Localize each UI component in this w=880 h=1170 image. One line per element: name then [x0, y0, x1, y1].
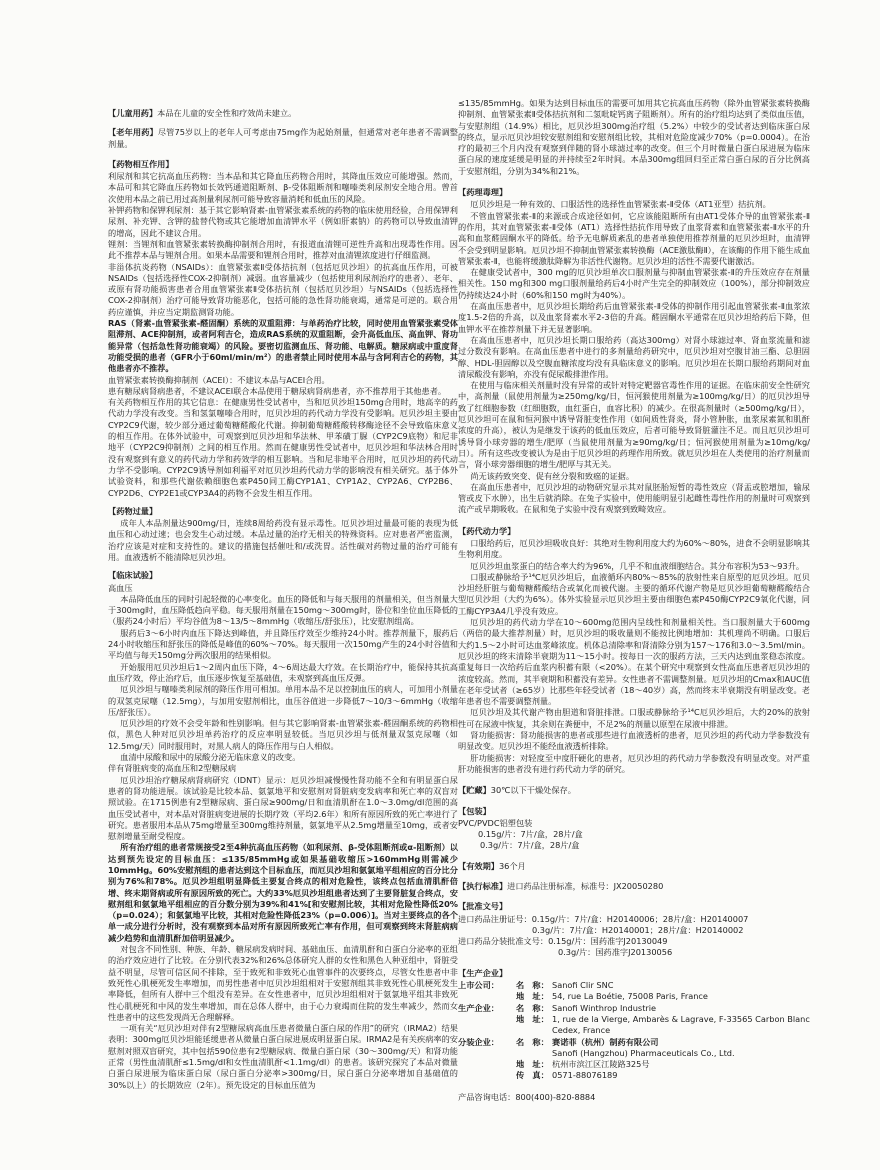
- pk-p5: 厄贝沙坦及其代谢产物由胆道和肾脏排泄。口服或静脉给予¹⁴C厄贝沙坦后，大约20%的放射性可在尿液中恢复，其余则在粪便中，不足2%的剂量以原型在尿液中排泄。: [458, 707, 810, 729]
- pk-p1: 口服给药后，厄贝沙坦吸收良好：其绝对生物利用度大约为60%～80%，进食不会明显影响其生物利用度。: [458, 537, 810, 560]
- packager-name-en-row: [458, 1048, 810, 1059]
- pk-p7: 肝功能损害：对轻度至中度肝硬化的患者，厄贝沙坦的药代动力学参数没有明显改变。对严重肝功能损害的患者没有进行药代动力学的研究。: [458, 752, 810, 774]
- hotline-label: 产品咨询电话：: [458, 1091, 516, 1102]
- producer-address-label: 地 址：: [516, 1013, 549, 1024]
- producer-name: Sanofi Winthrop Industrie: [552, 1002, 657, 1013]
- pk-p2: 厄贝沙坦血浆蛋白的结合率大约为96%，几乎不和血液细胞结合。其分布容积为53～93升。: [470, 560, 805, 571]
- pediatric-title: 【儿童用药】: [108, 108, 158, 118]
- interactions-acei: 血管紧张素转换酶抑制剂（ACEI）：不建议本品与ACEI合用。: [108, 374, 330, 385]
- trials-continued: ≤135/85mmHg。如果为达到目标血压的需要可加用其它抗高血压药物（除外血管紧张素转换酶抑制剂、血管紧张素Ⅱ受体拮抗剂和二氢吡啶钙离子阻断剂）。所有的治疗组均达到了类似血压值，与安慰剂组（14.9%）相比，厄贝沙坦300mg治疗组（5.2%）中较少的受试者达到临床蛋白尿的终点，显示厄贝沙坦较安慰剂组和安慰剂组比较，其相对危险度减少70%（p=0.0004）。在治疗的最初三个月内没有观察到伴随的肾小球滤过率的改变。但三个月时微量白蛋白尿进展为临床蛋白尿的速度延缓是明显的并持续至2年时间。本品300mg组回归至正常白蛋白尿的百分比例高于安慰剂组，分别为34%和21%。: [458, 98, 810, 176]
- listed-name-label: 名 称：: [516, 980, 549, 991]
- packager-fax: 0571-88076189: [552, 1070, 618, 1081]
- packager-address-row: [458, 1059, 810, 1070]
- fax-label: 传 真：: [516, 1070, 549, 1081]
- trials-p4: 厄贝沙坦与噻嗪类利尿剂的降压作用可相加。单用本品不足以控制血压的病人，可加用小剂量的双氢克尿噻（12.5mg），与加用安慰剂相比，血压谷值进一步降低7～10/3～6mmHg（收缩压/舒张压）。: [108, 684, 458, 717]
- pk-title: 【药代动力学】: [458, 525, 516, 536]
- standard-title: 【执行标准】: [458, 881, 508, 891]
- interactions-lithium: 锂剂：当锂剂和血管紧张素转换酶抑制剂合用时，有报道血清锂可逆性升高和出现毒性作用。因此不推荐本品与锂剂合用。如果本品需要和锂剂合用时，推荐对血清锂浓度进行仔细监测。: [108, 238, 458, 261]
- packager-label: 分装企业：: [458, 1036, 499, 1047]
- validity-title: 【有效期】: [458, 860, 499, 871]
- approval-line3-label: 进口药品分装批准文号：: [458, 936, 549, 947]
- validity-section: [458, 861, 810, 872]
- approval-line1: 0.15g/片：7片/盒：H20140006；28片/盒：H20140007: [531, 913, 749, 924]
- approval-line4: 0.3g/片：国药准字J20130056: [558, 947, 673, 958]
- overdose-title: 【药物过量】: [108, 505, 158, 516]
- package-line1: 0.15g/片：7片/盒，28片/盒: [478, 829, 583, 840]
- interactions-nsaids: 非甾体抗炎药物（NSAIDs）：血管紧张素Ⅱ受体拮抗剂（包括厄贝沙坦）的抗高血压作用，可被NSAIDs（包括选择性COX-2抑制剂）减弱。血容量减少（包括使用利尿剂治疗的患者）、老年、或原有肾功能损害患者合用血管紧张素Ⅱ受体拮抗剂（包括厄贝沙坦）与NSAIDs（包括选择性COX-2抑制剂）治疗可能导致肾功能恶化，包括可能的急性肾功能衰竭，通常是可逆的。联合用药应谨慎，并应当定期监测肾功能。: [108, 261, 458, 317]
- toxicology-p3: 在健康受试者中，300 mg的厄贝沙坦单次口服剂量与抑制血管紧张素-Ⅱ的升压效应存在剂量相关性。150 mg和300 mg口服剂量给药后4小时产生完全的抑制效应（100%），部分抑制效应仍持续达24小时（60%和150 mg时为40%）。: [458, 267, 810, 300]
- producer-label: 生产企业：: [458, 1002, 499, 1013]
- trials-p8: 所有治疗组的患者常规接受2至4种抗高血压药物（如利尿剂、β-受体阻断剂或α-阻断剂）以达到预先设定的目标血压：≤135/85mmHg或如果基础收缩压>160mmHg则需减少10mmHg。60%安慰剂组的患者达到这个目标血压，而厄贝沙坦和氨氯地平组相应的百分比分别为76%和78%。厄贝沙坦组明显降低主要复合终点的相对危险性，该终点包括血清肌酐倍增、终末期肾病或所有原因所致的死亡。大约33%厄贝沙坦组患者达到了主要肾脏复合终点，安慰剂组和氨氯地平组相应的百分数分别为39%和41%[和安慰剂比较，其相对危险性降低20%（p=0.024）；和氨氯地平比较，其相对危险性降低23%（p=0.006）]。当对主要终点的各个单一成分进行分析时，没有观察到本品对所有原因所致死亡率有作用，但可观察到终末肾脏病病减少趋势和血清肌酐加倍明显减少。: [108, 842, 458, 943]
- package-title: 【包装】: [458, 805, 491, 816]
- storage-title: 【贮藏】: [458, 785, 491, 796]
- pediatric-text: 本品在儿童的安全性和疗效尚未建立。: [157, 108, 297, 118]
- approval-line2: 0.3g/片：7片/盒：H20140001；28片/盒：H20140002: [532, 924, 744, 935]
- interactions-potassium: 补钾药物和保钾利尿剂：基于其它影响肾素-血管紧张素系统的药物的临床使用经验，合用保钾利尿剂、补充钾、含钾的盐替代物或其它能增加血清钾水平（例如肝素钠）的药物可以导致血清钾的增高，因此不建议合用。: [108, 205, 458, 238]
- producer-address: 1, rue de la Vierge, Ambarès & Lagrave, F-33565 Carbon Blanc Cedex, France: [552, 1013, 810, 1036]
- toxicology-p1: 厄贝沙坦是一种有效的、口服活性的选择性血管紧张素-Ⅱ受体（AT1亚型）拮抗剂。: [470, 199, 771, 210]
- elderly-section: [108, 127, 458, 150]
- interactions-diabetic: 患有糖尿病肾病患者，不建议ACEI联合本品使用于糖尿病肾病患者，亦不推荐用于其他患者。: [108, 385, 447, 396]
- trials-subtitle-hypertension: 高血压: [108, 582, 133, 593]
- toxicology-p5: 在高血压患者中，厄贝沙坦长期口服给药（高达300mg）对肾小球滤过率、肾血浆流量和滤过分数没有影响。在高血压患者中进行的多剂量给药研究中，厄贝沙坦对空腹甘油三酯、总胆固醇、HDL-胆固醇以及空腹血糖浓度均没有具临床意义的影响。厄贝沙坦在长期口服给药期间对血清尿酸没有影响，亦没有促尿酸排泄作用。: [458, 334, 810, 379]
- pk-p3: 口服或静脉给予¹⁴C厄贝沙坦后，血液循环内80%～85%的放射性来自原型的厄贝沙坦。厄贝沙坦经肝脏与葡萄糖醛酸结合或氧化而被代谢。主要的循环代谢产物是厄贝沙坦葡萄糖醛酸结合型厄贝沙坦（大约为6%）。体外实验显示厄贝沙坦主要由细胞色素P450酶CYP2C9氧化代谢，同工酶CYP3A4几乎没有效应。: [458, 571, 810, 616]
- interactions-title: 【药物相互作用】: [108, 158, 174, 169]
- approval-row-1: [458, 914, 810, 925]
- toxicology-title: 【药理毒理】: [458, 187, 508, 198]
- packager-name-label: 名 称：: [516, 1036, 549, 1047]
- producer-name-label: 名 称：: [516, 1002, 549, 1013]
- trials-p1: 本品降低血压的同时引起轻微的心率变化。血压的降低和与每天服用的剂量相关，但当剂量大于300mg时，血压降低趋向平稳。每天服用剂量在150mg～300mg时，卧位和坐位血压降低的（服药24小时后）平均谷值为8～13/5～8mmHg（收缩压/舒张压），比安慰剂组高。: [108, 593, 458, 627]
- package-line2: 0.3g/片：7片/盒，28片/盒: [480, 840, 580, 851]
- packager-address: 杭州市滨江区江陵路325号: [552, 1059, 650, 1070]
- interactions-ras: RAS（肾素-血管紧张素-醛固酮）系统的双重阻滞：与单药治疗比较，同时使用血管紧张素受体阻滞剂、ACE抑制剂，或者阿利吉仑，造成RAS系统的双重阻断，会升高低血压、高血钾、肾功能异常（包括急性肾功能衰竭）的风险。要密切监测血压、肾功能、电解质。糖尿病或中重度肾功能受损的患者（GFR小于60ml/min/m²）的患者禁止同时使用本品与含阿利吉仑的药物，其他患者亦不推荐。: [108, 318, 458, 374]
- listed-address-row: [458, 991, 810, 1002]
- elderly-text: 尽管75岁以上的老年人可考虑由75mg作为起始剂量，但通常对老年患者不需调整剂量。: [108, 127, 458, 149]
- package-text: PVC/PVDC铝塑包装: [458, 817, 533, 828]
- hotline-value: 800(400)-820-8884: [515, 1091, 596, 1102]
- trials-p9: 对包含不同性别、种族、年龄、糖尿病发病时间、基础血压、血清肌酐和白蛋白分泌率的亚组的治疗效应进行了比较。在分别代表32%和26%总体研究人群的女性和黑色人种亚组中，肾脏受益不明显，尽管可信区间不排除，至于致死和非致死心血管事件的次要终点，尽管女性患者中非致死性心肌梗死发生率增加，而男性患者中厄贝沙坦组相对于安慰剂组其非致死性心肌梗死发生率降低，但所有人群中三个组没有差异。在女性患者中，厄贝沙坦组相对于氨氯地平组其非致死性心肌梗死和中风的发生率增加，而在总体人群中，由于心力衰竭而住院的发生率减少，然而女性患者中的这些发现尚无合理解释。: [108, 944, 458, 1022]
- pediatric-section: [108, 108, 458, 119]
- toxicology-p8: 在高血压患者中，厄贝沙坦的动物研究显示其对鼠胚胎短暂的毒性效应（肾盂或腔增加，输尿管或皮下水肿），出生后就消除。在兔子实验中，使用能明显引起雌性毒性作用的剂量时可观察到流产或早期吸收。在鼠和兔子实验中没有观察到致畸效应。: [458, 481, 810, 515]
- interactions-other: 有关药物相互作用的其它信息：在健康男性受试者中，当和厄贝沙坦150mg合用时，地高辛的药代动力学没有改变。当和氢氯噻嗪合用时，厄贝沙坦的药代动力学没有受影响。厄贝沙坦主要由CYP2C9代谢，较少部分通过葡萄糖醛酸化代谢。抑制葡萄糖醛酸转移酶途径不会导致临床意义的相互作用。在体外试验中，可观察到厄贝沙坦和华法林、甲苯磺丁脲（CYP2C9底物）和尼非地平（CYP2C9抑制剂）之间的相互作用。然而在健康男性受试者中，厄贝沙坦和华法林合用时没有观察到有意义的药代动力学和药效学的相互影响。当和尼非地平合用时，厄贝沙坦的药代动力学不受影响。CYP2C9诱导剂如利福平对厄贝沙坦药代动力学的影响没有相关研究。基于体外试验资料，和那些代谢依赖细胞色素P450同工酶CYP1A1、CYP1A2、CYP2A6、CYP2B6、CYP2D6、CYP2E1或CYP3A4的药物不会发生相互作用。: [108, 397, 458, 498]
- packager-fax-row: [458, 1070, 810, 1081]
- approval-line3: 0.15g/片：国药准字J20130049: [548, 936, 668, 947]
- listed-address-label: 地 址：: [516, 991, 549, 1002]
- trials-p7: 厄贝沙坦治疗糖尿病肾病研究（IDNT）显示：厄贝沙坦减慢慢性肾功能不全和有明显蛋白尿患者的肾功能进展。该试验是比较本品、氨氯地平和安慰剂对肾脏病变发病率和死亡率的双盲对照试验。在1715例患有2型糖尿病、蛋白尿≥900mg/日和血清肌酐在1.0～3.0mg/dl范围的高血压受试者中，对本品对肾脏病变进展的长期疗效（平均2.6年）和所有原因所致的死亡率进行了研究。患者服用本品从75mg增量至300mg维持剂量，氨氯地平从2.5mg增量至10mg，或者安慰剂增量至耐受程度。: [108, 774, 458, 842]
- toxicology-p4: 在高血压患者中，厄贝沙坦长期给药后血管紧张素-Ⅱ受体的抑制作用引起血管紧张素-Ⅱ血浆浓度1.5-2倍的升高，以及血浆肾素水平2-3倍的升高。醛固酮水平通常在厄贝沙坦给药后下降，但血钾水平在推荐剂量下并无显著影响。: [458, 301, 810, 334]
- toxicology-p2: 不管血管紧张素-Ⅱ的来源或合成途径如何，它应该能阻断所有由AT1受体介导的血管紧张素-Ⅱ的作用，其对血管紧张素-Ⅱ受体（AT1）选择性拮抗作用导致了血浆肾素和血管紧张素-Ⅱ水平的升高和血浆醛固酮水平的降低。给予无电解质紊乱的患者单独使用推荐剂量的厄贝沙坦时，血清钾不会受到明显影响。厄贝沙坦不抑制血管紧张素转换酶（ACE激肽酶Ⅱ），在该酶的作用下能生成血管紧张素-Ⅱ，也能将缓激肽降解为非活性代谢物。厄贝沙坦的活性不需要代谢激活。: [458, 210, 810, 266]
- trials-p2: 服药后3～6小时内血压下降达到峰值，并且降压疗效至少维持24小时。推荐剂量下，服药后24小时收缩压和舒张压的降低是峰值的60%～70%。每天服用一次150mg产生的24小时谷值和平均值与每天150mg分两次服用的结果相似。: [108, 627, 458, 661]
- trials-p3: 开始服用厄贝沙坦后1～2周内血压下降，4～6周达最大疗效。在长期治疗中，能保持其抗高血压疗效，停止治疗后，血压逐步恢复至基础值，未观察到高血压反弹。: [108, 661, 458, 683]
- standard-text: 进口药品注册标准，标准号：JX20050280: [507, 881, 664, 891]
- standard-section: [458, 881, 810, 892]
- overdose-text: 成年人本品剂量达900mg/日，连续8周给药没有显示毒性。厄贝沙坦过量最可能的表现为低血压和心动过速；也会发生心动过缓。本品过量的治疗无相关的特殊资料。应对患者严密监测，治疗应该是对症和支持性的。建议的措施包括催吐和/或洗胃。活性碳对药物过量的治疗可能有用。血液透析不能清除厄贝沙坦。: [108, 518, 458, 562]
- toxicology-p7: 尚无该药致突变、促有丝分裂和致癌的证据。: [470, 470, 635, 481]
- listed-company-label: 上市公司：: [458, 980, 499, 991]
- trials-title: 【临床试验】: [108, 570, 158, 581]
- manufacturer-title: 【生产企业】: [458, 967, 508, 978]
- interactions-diuretics: 利尿剂和其它抗高血压药物：当本品和其它降血压药物合用时，其降血压效应可能增强。然而，本品可和其它降血压药物如长效钙通道阻断剂、β-受体阻断剂和噻嗪类利尿剂安全地合用。曾首次使用本品之前已用过高剂量利尿剂可能导致容量消耗和低血压的风险。: [108, 171, 458, 204]
- pk-p6: 肾功能损害：肾功能损害的患者或那些进行血液透析的患者，厄贝沙坦的药代动力学参数没有明显改变。厄贝沙坦不能经血液透析排除。: [458, 730, 810, 752]
- packager-row: [458, 1037, 810, 1048]
- elderly-title: 【老年用药】: [108, 127, 158, 138]
- packager-name-en: Sanofi (Hangzhou) Pharmaceuticals Co., Ltd.: [552, 1047, 735, 1058]
- approval-title: 【批准文号】: [458, 901, 508, 912]
- listed-company-name: Sanofi Clir SNC: [552, 980, 614, 991]
- packager-name: 赛诺菲（杭州）制药有限公司: [552, 1036, 659, 1047]
- packager-address-label: 地 址：: [516, 1059, 549, 1070]
- validity-text: 36个月: [498, 860, 526, 871]
- trials-p10: 一项有关“厄贝沙坦对伴有2型糖尿病高血压患者微量白蛋白尿的作用”的研究（IRMA2）结果表明：300mg厄贝沙坦能延缓患者从微量白蛋白尿进展成明显蛋白尿。IRMA2是有关疾病率的安慰剂对照双盲研究，其中包括590位患有2型糖尿病、微量白蛋白尿（30～300mg/天）和肾功能正常（男性血清肌酐≤1.5mg/dl和女性血清肌酐<1.1mg/dl）的患者。该研究探究了本品对微量白蛋白尿进展为临床蛋白尿（尿白蛋白分泌率>300mg/日，尿白蛋白分泌率增加自基础值的30%以上）的长期效应（2年）。预先设定的目标血压值为: [108, 1023, 458, 1090]
- approval-line1-label: 进口药品注册证号：: [458, 913, 532, 924]
- producer-row: [458, 1003, 810, 1014]
- storage-text: 30℃以下干燥处保存。: [490, 785, 576, 796]
- approval-row-3: [458, 936, 810, 947]
- trials-p5: 厄贝沙坦的疗效不会受年龄和性别影响。但与其它影响肾素-血管紧张素-醛固酮系统的药物相似，黑色人种对厄贝沙坦单药治疗的反应率明显较低。当厄贝沙坦与低剂量双氢克尿噻（如12.5mg/天）同时服用时，对黑人病人的降压作用与白人相似。: [108, 718, 458, 751]
- right-column: [458, 98, 810, 1103]
- listed-company-address: 54, rue La Boétie, 75008 Paris, France: [552, 991, 708, 1002]
- producer-address-row: [458, 1014, 810, 1037]
- storage-section: [458, 785, 810, 796]
- toxicology-p6: 在使用与临床相关剂量时没有异常的或针对特定靶器官毒性作用的证据。在临床前安全性研究中，高剂量（鼠使用剂量为≥250mg/kg/日，恒河猴使用剂量为≥100mg/kg/日）的厄贝沙坦导致了红细胞参数（红细胞数，血红蛋白，血容比积）的减少。在很高剂量时（≥500mg/kg/日），厄贝沙坦可在鼠和恒河猴中诱导肾脏变性作用（如间质性肾炎，肾小管肿胀，血浆尿素氮和肌酐浓度的升高），被认为是继发于该药的低血压效应，后者可能导致肾脏灌注不足。而且厄贝沙坦可诱导肾小球旁器的增生/肥厚（当鼠使用剂量为≥90mg/kg/日；恒河猴使用剂量为≥10mg/kg/日）。所有这些改变被认为是由于厄贝沙坦的药理作用所致。就厄贝沙坦在人类使用的治疗剂量而言，肾小球旁器细胞的增生/肥厚与其无关。: [458, 380, 810, 470]
- trials-p6: 血清中尿酸和尿中的尿酸分泌无临床意义的改变。: [120, 752, 301, 763]
- pk-p4: 厄贝沙坦的药代动力学在10～600mg范围内呈线性和剂量相关性。当口服剂量大于600mg（两倍的最大推荐剂量）时，厄贝沙坦的吸收量则不能按比例地增加：其机理尚不明确。口服后大约1.5～2小时可达血浆峰浓度。机体总清除率和肾清除分别为157～176和3.0～3.5ml/min。厄贝沙坦的终末清除半衰期为11～15小时。按每日一次的服药方法，三天内达到血浆稳态浓度。重复每日一次给药后血浆内积蓄有限（<20%）。在某个研究中观察到女性高血压患者厄贝沙坦的浓度较高。然而，其半衰期和积蓄没有差异。女性患者不需调整剂量。厄贝沙坦的Cmax和AUC值在老年受试者（≥65岁）比那些年轻受试者（18～40岁）高，然而终末半衰期没有明显改变。老年患者也不需要调整剂量。: [458, 617, 810, 707]
- trials-subtitle-diabetes: 伴有肾脏病变的高血压和2型糖尿病: [108, 763, 237, 774]
- left-column: [108, 108, 458, 1091]
- hotline-row: [458, 1092, 810, 1103]
- listed-company-row: [458, 980, 810, 991]
